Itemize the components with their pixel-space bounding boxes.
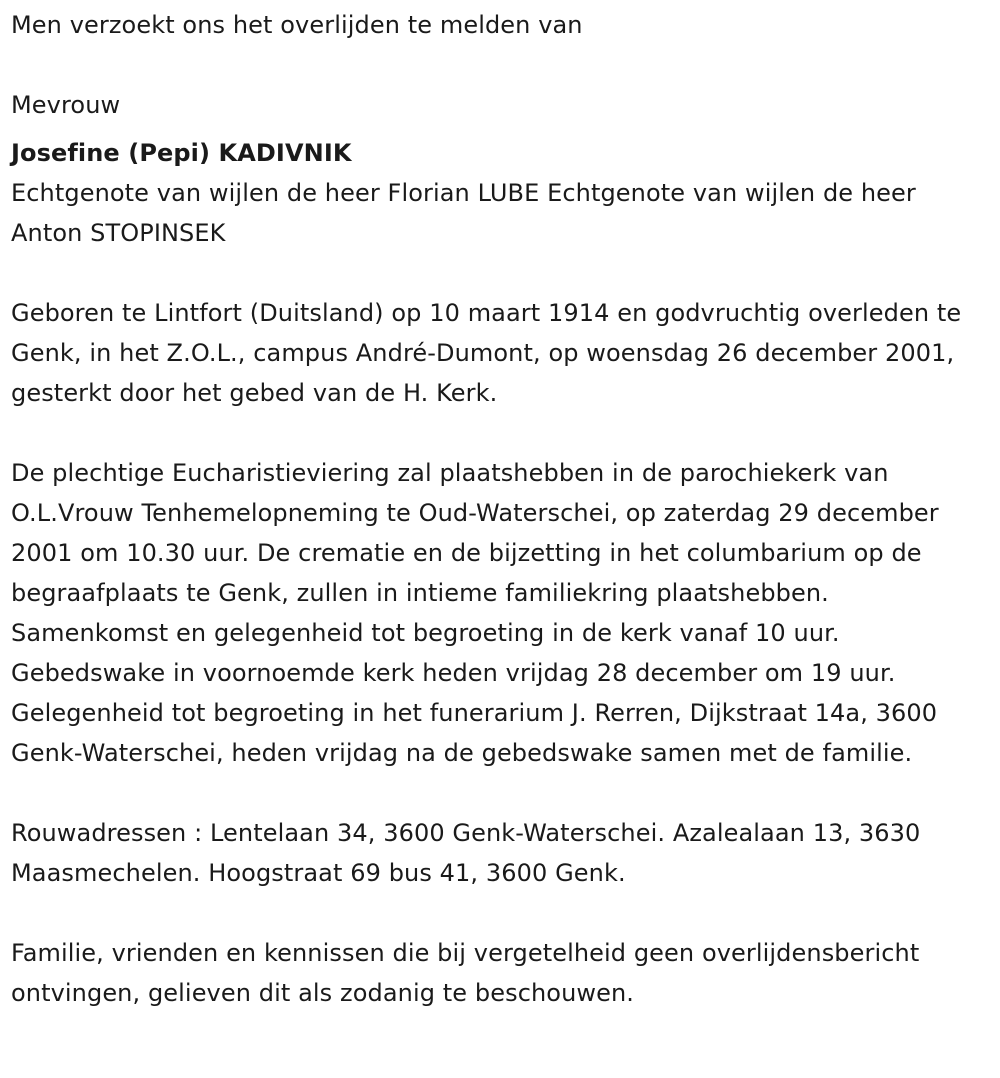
death-notice <box>11 5 993 1013</box>
spacer <box>11 773 993 813</box>
relation-text: Echtgenote van wijlen de heer Florian LUBE Echtgenote van wijlen de heer Anton STOPINSEK <box>11 179 916 247</box>
deceased-name: Josefine (Pepi) KADIVNIK <box>11 139 352 167</box>
spacer <box>11 413 993 453</box>
spacer <box>11 893 993 933</box>
spacer <box>11 253 993 293</box>
birth-death-paragraph: Geboren te Lintfort (Duitsland) op 10 maart 1914 en godvruchtig overleden te Genk, in het Z.O.L., campus André-Dumont, op woensdag 26 december 2001, gesterkt door het gebed van de H. Kerk. <box>11 299 962 407</box>
ceremony-paragraph: De plechtige Eucharistieviering zal plaatshebben in de parochiekerk van O.L.Vrouw Tenhemelopneming te Oud-Waterschei, op zaterdag 29 december 2001 om 10.30 uur. De crematie en de bijzetting in het columbarium op de begraafplaats te Genk, zullen in intieme familiekring plaatshebben. Samenkomst en gelegenheid tot begroeting in de kerk vanaf 10 uur. Gebedswake in voornoemde kerk heden vrijdag 28 december om 19 uur. Gelegenheid tot begroeting in het funerarium J. Rerren, Dijkstraat 14a, 3600 Genk-Waterschei, heden vrijdag na de gebedswake samen met de familie. <box>11 459 939 767</box>
spacer <box>11 45 993 85</box>
intro-text: Men verzoekt ons het overlijden te melden van <box>11 11 583 39</box>
salutation: Mevrouw <box>11 91 121 119</box>
closing-paragraph: Familie, vrienden en kennissen die bij vergetelheid geen overlijdensbericht ontvingen, gelieven dit als zodanig te beschouwen. <box>11 939 920 1007</box>
mourning-addresses: Rouwadressen : Lentelaan 34, 3600 Genk-Waterschei. Azalealaan 13, 3630 Maasmechelen. Hoogstraat 69 bus 41, 3600 Genk. <box>11 819 921 887</box>
